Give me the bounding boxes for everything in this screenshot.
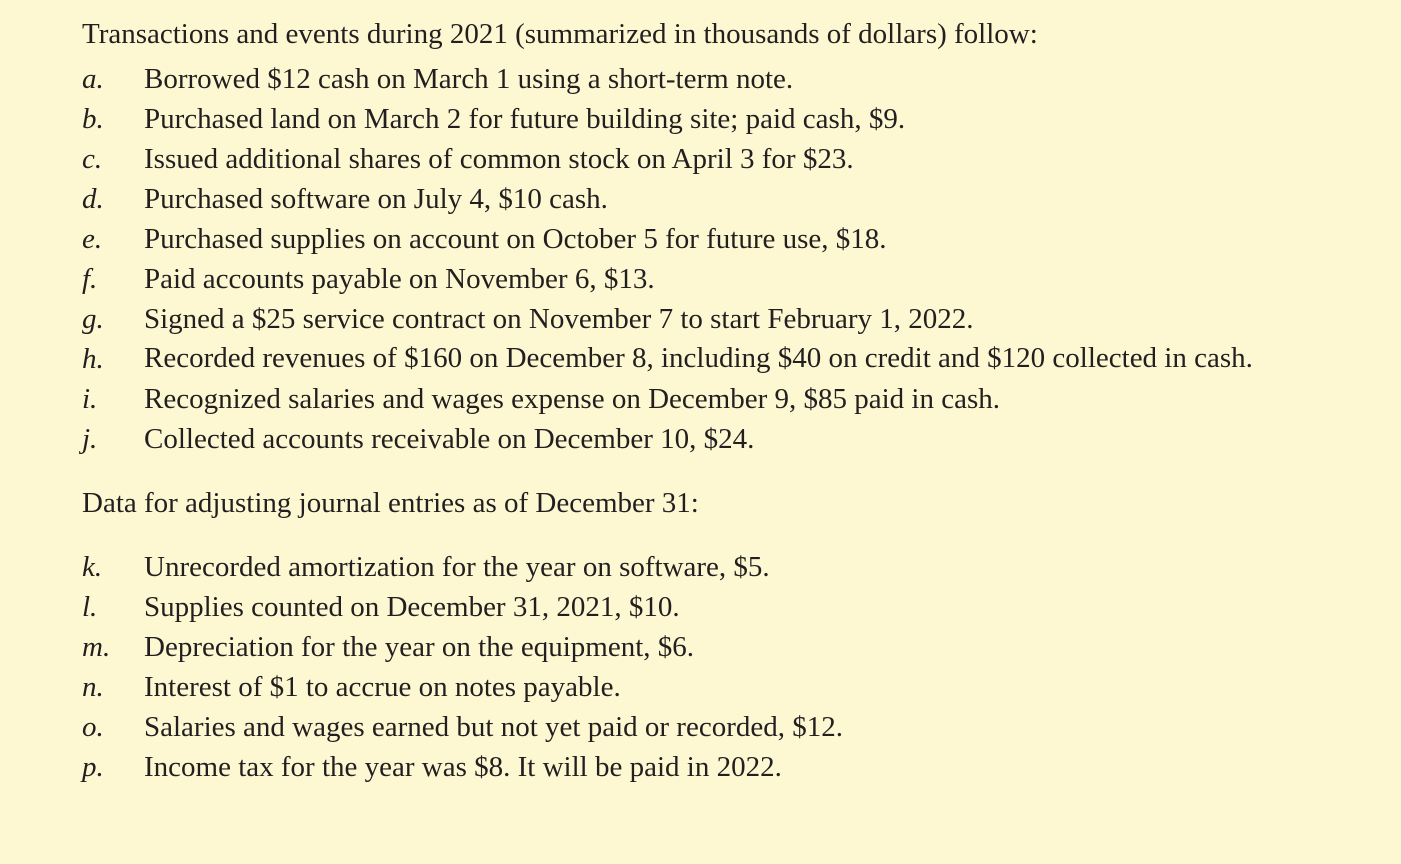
item-letter: g.	[82, 303, 104, 335]
item-text: Issued additional shares of common stock on April 3 for $23.	[144, 143, 854, 175]
item-text: Signed a $25 service contract on November 7 to start February 1, 2022.	[144, 303, 974, 335]
item-letter: h.	[82, 343, 104, 375]
item-letter: f.	[82, 263, 98, 295]
list-item	[82, 219, 1351, 259]
adjusting-heading: Data for adjusting journal entries as of December 31:	[82, 487, 699, 519]
item-text: Purchased land on March 2 for future building site; paid cash, $9.	[144, 103, 906, 135]
item-text: Interest of $1 to accrue on notes payable.	[144, 671, 621, 703]
list-item	[82, 99, 1351, 139]
list-item	[82, 627, 1351, 667]
list-item	[82, 587, 1351, 627]
list-item	[82, 179, 1351, 219]
item-letter: p.	[82, 751, 104, 783]
item-letter: a.	[82, 63, 104, 95]
item-text: Salaries and wages earned but not yet paid or recorded, $12.	[144, 711, 843, 743]
list-item	[82, 419, 1351, 459]
item-text: Purchased software on July 4, $10 cash.	[144, 183, 608, 215]
item-letter: m.	[82, 631, 111, 663]
item-letter: n.	[82, 671, 104, 703]
item-letter: k.	[82, 551, 103, 583]
item-text: Recorded revenues of $160 on December 8, including $40 on credit and $120 collected in cash.	[144, 342, 1253, 374]
list-item	[82, 667, 1351, 707]
item-text: Unrecorded amortization for the year on software, $5.	[144, 551, 770, 583]
item-letter: j.	[82, 423, 98, 455]
item-text: Borrowed $12 cash on March 1 using a short-term note.	[144, 63, 794, 95]
item-letter: d.	[82, 183, 104, 215]
item-text: Income tax for the year was $8. It will be paid in 2022.	[144, 751, 782, 783]
item-letter: e.	[82, 223, 103, 255]
list-item	[82, 339, 1351, 379]
item-letter: o.	[82, 711, 104, 743]
list-item	[82, 59, 1351, 99]
list-item	[82, 379, 1351, 419]
list-item	[82, 139, 1351, 179]
list-item	[82, 747, 1351, 787]
item-letter: l.	[82, 591, 98, 623]
item-letter: i.	[82, 383, 98, 415]
item-text: Paid accounts payable on November 6, $13.	[144, 263, 655, 295]
item-text: Collected accounts receivable on December 10, $24.	[144, 423, 755, 455]
item-text: Recognized salaries and wages expense on December 9, $85 paid in cash.	[144, 383, 1000, 415]
transactions-list	[82, 59, 1351, 459]
transactions-heading: Transactions and events during 2021 (summarized in thousands of dollars) follow:	[82, 18, 1038, 50]
list-item	[82, 707, 1351, 747]
item-letter: b.	[82, 103, 104, 135]
item-text: Purchased supplies on account on October 5 for future use, $18.	[144, 223, 887, 255]
adjustments-list	[82, 547, 1351, 787]
list-item	[82, 259, 1351, 299]
item-text: Depreciation for the year on the equipment, $6.	[144, 631, 694, 663]
item-text: Supplies counted on December 31, 2021, $10.	[144, 591, 680, 623]
item-letter: c.	[82, 143, 103, 175]
list-item	[82, 547, 1351, 587]
list-item	[82, 299, 1351, 339]
